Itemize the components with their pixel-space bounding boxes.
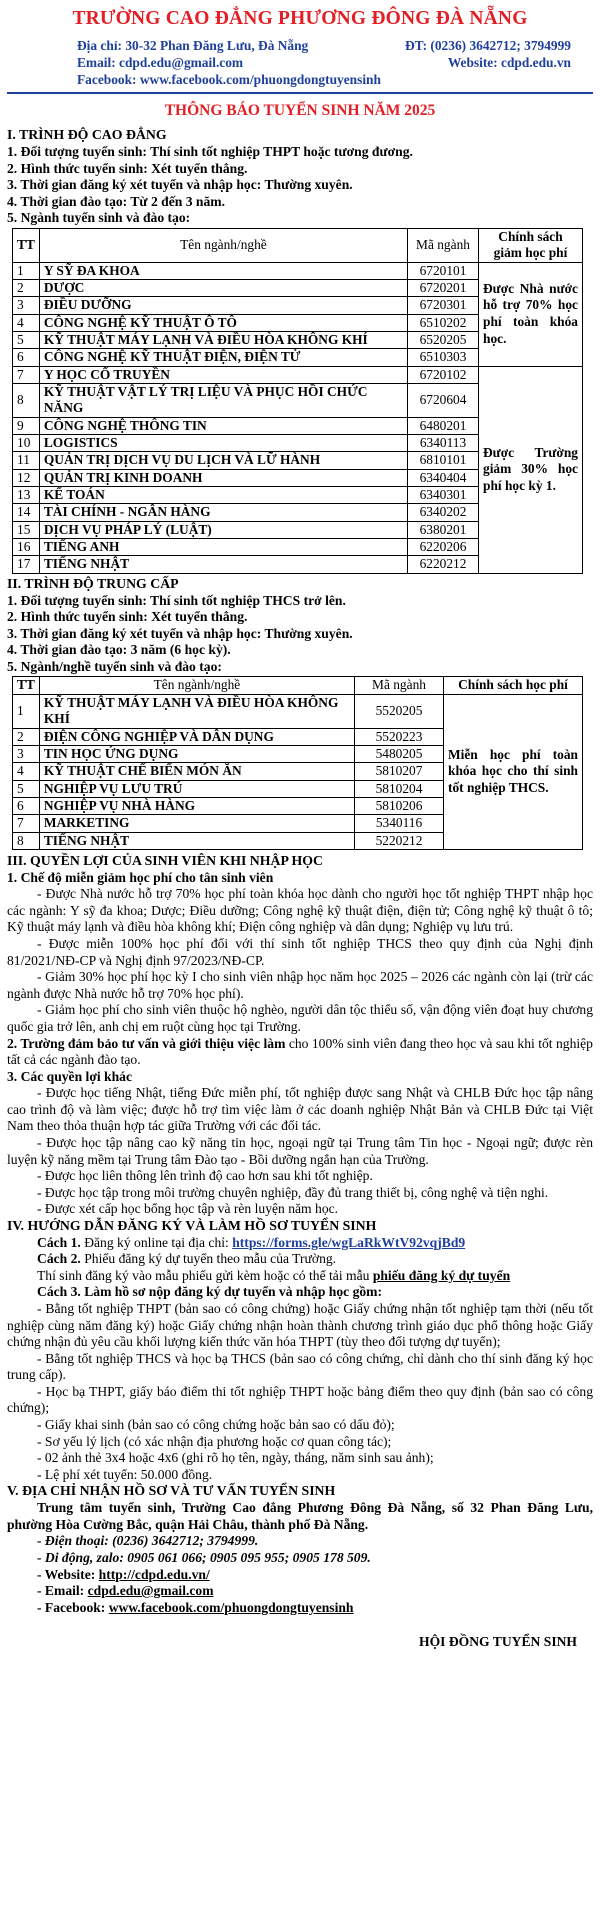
phone: ĐT: (0236) 3642712; 3794999 <box>404 37 571 53</box>
program-code: 5810204 <box>355 780 444 797</box>
address: Địa chỉ: 30-32 Phan Đăng Lưu, Đà Nẵng <box>77 37 309 53</box>
row-number: 2 <box>13 728 40 745</box>
program-code: 6720301 <box>408 297 479 314</box>
row-number: 1 <box>13 262 40 279</box>
benefit-paragraph: - Được xét cấp học bổng học tập và rèn luyện năm học. <box>37 1201 339 1217</box>
section-4-heading: IV. HƯỚNG DẪN ĐĂNG KÝ VÀ LÀM HỒ SƠ TUYỂN SINH <box>7 1217 377 1233</box>
program-code: 6220206 <box>408 539 479 556</box>
section-3-sub2 <box>7 1036 593 1069</box>
document-item: - 02 ảnh thẻ 3x4 hoặc 4x6 (ghi rõ họ tên, ngày, tháng, năm sinh sau ảnh); <box>37 1450 434 1466</box>
benefit-paragraph: - Được học tập trong môi trường chuyên nghiệp, đầy đủ trang thiết bị, công nghệ và tiện nghi. <box>37 1184 549 1200</box>
program-name: NGHIỆP VỤ LƯU TRÚ <box>39 780 354 797</box>
header-divider <box>7 92 593 94</box>
intermediate-programs-table <box>12 676 583 849</box>
row-number: 17 <box>13 556 40 573</box>
method-1: Cách 1. Đăng ký online tại địa chỉ: https://forms.gle/wgLaRkWtV92vqjBd9 <box>37 1234 466 1250</box>
benefit-paragraph: - Được học liên thông lên trình độ cao hơn sau khi tốt nghiệp. <box>37 1168 373 1184</box>
program-name: MARKETING <box>39 815 354 832</box>
benefit-paragraph: - Được học tập nâng cao kỹ năng tin học, ngoại ngữ tại Trung tâm Tin học - Ngoại ngữ; được rèn luyện kỹ năng mềm tại Trung tâm Đào tạo - Bồi dưỡng ngắn hạn của Trường. <box>7 1134 593 1167</box>
col-name: Tên ngành/nghề <box>39 677 354 694</box>
signature: HỘI ĐỒNG TUYỂN SINH <box>419 1634 577 1650</box>
section-1-item: 5. Ngành tuyển sinh và đào tạo: <box>7 210 191 226</box>
program-name: TIẾNG ANH <box>39 539 407 556</box>
email: Email: cdpd.edu@gmail.com <box>77 54 244 70</box>
section-2-item: 4. Thời gian đào tạo: 3 năm (6 học kỳ). <box>7 642 231 658</box>
program-code: 5220212 <box>355 832 444 849</box>
program-name: KỸ THUẬT CHẾ BIẾN MÓN ĂN <box>39 763 354 780</box>
policy-school-discount: Được Trường giảm 30% học phí học kỳ 1. <box>479 366 583 573</box>
registration-form-link[interactable]: https://forms.gle/wgLaRkWtV92vqjBd9 <box>232 1234 466 1250</box>
table-row <box>13 262 583 279</box>
row-number: 13 <box>13 487 40 504</box>
program-code: 5340116 <box>355 815 444 832</box>
program-code: 6340301 <box>408 487 479 504</box>
row-number: 14 <box>13 504 40 521</box>
program-name: CÔNG NGHỆ THÔNG TIN <box>39 417 407 434</box>
row-number: 7 <box>13 815 40 832</box>
program-code: 5520205 <box>355 694 444 728</box>
program-name: CÔNG NGHỆ KỸ THUẬT ĐIỆN, ĐIỆN TỬ <box>39 349 407 366</box>
program-name: TÀI CHÍNH - NGÂN HÀNG <box>39 504 407 521</box>
office-website: - Website: http://cdpd.edu.vn/ <box>37 1566 210 1582</box>
section-2-item: 2. Hình thức tuyển sinh: Xét tuyển thẳng. <box>7 609 248 625</box>
benefit-paragraph: - Giảm học phí cho sinh viên thuộc hộ nghèo, người dân tộc thiểu số, vận động viên đoạt huy chương quốc gia trở lên, anh chị em ruột cùng học tại Trường. <box>7 1002 593 1034</box>
program-code: 6720102 <box>408 366 479 383</box>
program-code: 6380201 <box>408 521 479 538</box>
section-1-item: 1. Đối tượng tuyển sinh: Thí sinh tốt nghiệp THPT hoặc tương đương. <box>7 143 413 159</box>
program-name: CÔNG NGHỆ KỸ THUẬT Ô TÔ <box>39 314 407 331</box>
method-3: Cách 3. Làm hồ sơ nộp đăng ký dự tuyển và nhập học gồm: <box>37 1284 383 1300</box>
program-name: TIẾNG NHẬT <box>39 832 354 849</box>
program-name: QUẢN TRỊ DỊCH VỤ DU LỊCH VÀ LỮ HÀNH <box>39 452 407 469</box>
program-name: KẾ TOÁN <box>39 487 407 504</box>
program-code: 6510202 <box>408 314 479 331</box>
benefit-paragraph: - Giảm 30% học phí học kỳ I cho sinh viên nhập học năm học 2025 – 2026 các ngành còn lại (trừ các ngành được Nhà nước hỗ trợ 70% học phí). <box>7 969 593 1001</box>
row-number: 4 <box>13 763 40 780</box>
table-header-row <box>13 228 583 262</box>
benefit-paragraph: - Được miễn 100% học phí đối với thí sinh tốt nghiệp THCS theo quy định của Nghị định 81/2021/NĐ-CP và Nghị định 97/2023/NĐ-CP. <box>7 936 593 968</box>
program-name: TIẾNG NHẬT <box>39 556 407 573</box>
program-code: 6340404 <box>408 469 479 486</box>
row-number: 7 <box>13 366 40 383</box>
section-1-item: 4. Thời gian đào tạo: Từ 2 đến 3 năm. <box>7 193 226 209</box>
section-2-heading: II. TRÌNH ĐỘ TRUNG CẤP <box>7 575 179 591</box>
col-policy: Chính sách giảm học phí <box>479 228 583 262</box>
document-item: - Bằng tốt nghiệp THCS và học bạ THCS (bản sao có công chứng, chỉ dành cho thí sinh đăng ký học trung cấp). <box>7 1350 593 1383</box>
table-row <box>13 366 583 383</box>
section-2-item: 1. Đối tượng tuyển sinh: Thí sinh tốt nghiệp THCS trở lên. <box>7 592 346 608</box>
program-name: DỊCH VỤ PHÁP LÝ (LUẬT) <box>39 521 407 538</box>
table-header-row <box>13 677 583 694</box>
table-row <box>13 694 583 728</box>
col-tt: TT <box>13 677 40 694</box>
section-1-heading: I. TRÌNH ĐỘ CAO ĐẲNG <box>7 127 167 143</box>
method-2-note: Thí sinh đăng ký vào mẫu phiếu gửi kèm hoặc có thể tải mẫu phiếu đăng ký dự tuyển <box>37 1267 511 1283</box>
program-code: 5520223 <box>355 728 444 745</box>
section-2-item: 5. Ngành/nghề tuyển sinh và đào tạo: <box>7 658 222 674</box>
row-number: 12 <box>13 469 40 486</box>
row-number: 6 <box>13 797 40 814</box>
document-item: - Lệ phí xét tuyển: 50.000 đồng. <box>37 1466 213 1482</box>
program-name: Y HỌC CỔ TRUYỀN <box>39 366 407 383</box>
program-name: QUẢN TRỊ KINH DOANH <box>39 469 407 486</box>
section-3-heading: III. QUYỀN LỢI CỦA SINH VIÊN KHI NHẬP HỌC <box>7 852 323 868</box>
notice-title: THÔNG BÁO TUYỂN SINH NĂM 2025 <box>164 102 436 120</box>
row-number: 4 <box>13 314 40 331</box>
program-code: 6520205 <box>408 331 479 348</box>
section-5-heading: V. ĐỊA CHỈ NHẬN HỒ SƠ VÀ TƯ VẤN TUYỂN SINH <box>7 1483 336 1499</box>
program-name: KỸ THUẬT MÁY LẠNH VÀ ĐIỀU HÒA KHÔNG KHÍ <box>39 694 354 728</box>
program-name: NGHIỆP VỤ NHÀ HÀNG <box>39 797 354 814</box>
sub2-bold: 2. Trường đảm bảo tư vấn và giới thiệu việc làm <box>7 1035 286 1051</box>
program-name: DƯỢC <box>39 279 407 296</box>
row-number: 9 <box>13 417 40 434</box>
website: Website: cdpd.edu.vn <box>447 54 571 70</box>
program-name: ĐIỆN CÔNG NGHIỆP VÀ DÂN DỤNG <box>39 728 354 745</box>
program-code: 6810101 <box>408 452 479 469</box>
program-code: 6220212 <box>408 556 479 573</box>
program-code: 6480201 <box>408 417 479 434</box>
program-code: 5810206 <box>355 797 444 814</box>
facebook-link[interactable]: www.facebook.com/phuongdongtuyensinh <box>108 1599 354 1615</box>
col-policy: Chính sách học phí <box>444 677 583 694</box>
col-code: Mã ngành <box>355 677 444 694</box>
office-phone: - Điện thoại: (0236) 3642712; 3794999. <box>37 1533 259 1549</box>
office-email: - Email: cdpd.edu@gmail.com <box>37 1583 214 1599</box>
program-name: KỸ THUẬT VẬT LÝ TRỊ LIỆU VÀ PHỤC HỒI CHỨC NĂNG <box>39 383 407 417</box>
section-3-sub1: 1. Chế độ miễn giảm học phí cho tân sinh viên <box>7 869 274 885</box>
row-number: 11 <box>13 452 40 469</box>
section-1-item: 3. Thời gian đăng ký xét tuyển và nhập học: Thường xuyên. <box>7 177 353 193</box>
program-code: 6340202 <box>408 504 479 521</box>
program-name: KỸ THUẬT MÁY LẠNH VÀ ĐIỀU HÒA KHÔNG KHÍ <box>39 331 407 348</box>
benefit-paragraph: - Được học tiếng Nhật, tiếng Đức miễn phí, tốt nghiệp được sang Nhật và CHLB Đức học tập nâng cao trình độ và làm việc; được hỗ trợ tìm việc làm ở các doanh nghiệp Nhật Bản và CHLB Đức tại Việt Nam theo thỏa thuận hợp tác giữa Trường với các đối tác. <box>7 1085 593 1134</box>
program-name: TIN HỌC ỨNG DỤNG <box>39 745 354 762</box>
document-item: - Bằng tốt nghiệp THPT (bản sao có công chứng) hoặc Giấy chứng nhận tốt nghiệp tạm thời (nếu tốt nghiệp cùng năm đăng ký) hoặc Giấy chứng nhận hoàn thành chương trình giáo dục phổ thông hoặc Giấy chứng nhận đủ yêu cầu khối lượng kiến thức văn hóa THPT (tùy theo đối tượng dự tuyển); <box>7 1301 593 1350</box>
program-code: 6340113 <box>408 435 479 452</box>
document-item: - Giấy khai sinh (bản sao có công chứng hoặc bản sao có dấu đỏ); <box>37 1417 395 1433</box>
sub2-rest: cho 100% sinh viên đang theo học và sau khi tốt nghiệp tất cả các ngành đào tạo. <box>7 1035 593 1068</box>
document-item: - Học bạ THPT, giấy báo điểm thi tốt nghiệp THPT hoặc bảng điểm theo quy định (bản sao có công chứng); <box>7 1383 593 1416</box>
program-code: 5480205 <box>355 745 444 762</box>
program-name: LOGISTICS <box>39 435 407 452</box>
program-code: 6510303 <box>408 349 479 366</box>
program-name: ĐIỀU DƯỠNG <box>39 297 407 314</box>
email-link[interactable]: cdpd.edu@gmail.com <box>87 1583 214 1599</box>
facebook: Facebook: www.facebook.com/phuongdongtuyensinh <box>77 72 381 88</box>
office-mobile: - Di động, zalo: 0905 061 066; 0905 095 955; 0905 178 509. <box>37 1549 371 1565</box>
school-name: TRƯỜNG CAO ĐẲNG PHƯƠNG ĐÔNG ĐÀ NẴNG <box>72 8 528 29</box>
col-code: Mã ngành <box>408 228 479 262</box>
method-2: Cách 2. Phiếu đăng ký dự tuyển theo mẫu của Trường. <box>37 1251 337 1267</box>
program-code: 6720101 <box>408 262 479 279</box>
policy-state-support: Được Nhà nước hỗ trợ 70% học phí toàn khóa học. <box>479 262 583 366</box>
row-number: 5 <box>13 331 40 348</box>
row-number: 5 <box>13 780 40 797</box>
row-number: 3 <box>13 745 40 762</box>
program-code: 5810207 <box>355 763 444 780</box>
contact-block <box>77 37 571 88</box>
program-code: 6720604 <box>408 383 479 417</box>
col-name: Tên ngành/nghề <box>39 228 407 262</box>
college-programs-table <box>12 228 583 574</box>
row-number: 1 <box>13 694 40 728</box>
row-number: 3 <box>13 297 40 314</box>
row-number: 10 <box>13 435 40 452</box>
website-link[interactable]: http://cdpd.edu.vn/ <box>98 1566 210 1582</box>
program-name: Y SỸ ĐA KHOA <box>39 262 407 279</box>
application-form-link[interactable]: phiếu đăng ký dự tuyển <box>372 1267 511 1283</box>
policy-tuition-free: Miễn học phí toàn khóa học cho thí sinh tốt nghiệp THCS. <box>444 694 583 849</box>
row-number: 6 <box>13 349 40 366</box>
row-number: 8 <box>13 832 40 849</box>
office-address: Trung tâm tuyển sinh, Trường Cao đẳng Phương Đông Đà Nẵng, số 32 Phan Đăng Lưu, phường Hòa Cường Bắc, quận Hải Châu, thành phố Đà Nẵng. <box>7 1500 593 1532</box>
row-number: 16 <box>13 539 40 556</box>
benefit-paragraph: - Được Nhà nước hỗ trợ 70% học phí toàn khóa học dành cho người học tốt nghiệp THPT nhập học các ngành: Y sỹ đa khoa; Dược; Điều dưỡng; Công nghệ kỹ thuật điện, điện tử; Công nghệ kỹ thuật ô tô; Kỹ thuật máy lạnh và điều hòa không khí; Điện công nghiệp và dân dụng; Nghiệp vụ lưu trú. <box>7 886 593 935</box>
row-number: 2 <box>13 279 40 296</box>
section-2-item: 3. Thời gian đăng ký xét tuyển và nhập học: Thường xuyên. <box>7 625 353 641</box>
program-code: 6720201 <box>408 279 479 296</box>
office-facebook: - Facebook: www.facebook.com/phuongdongtuyensinh <box>37 1599 354 1615</box>
row-number: 8 <box>13 383 40 417</box>
row-number: 15 <box>13 521 40 538</box>
section-3-sub3: 3. Các quyền lợi khác <box>7 1068 132 1084</box>
section-1-item: 2. Hình thức tuyển sinh: Xét tuyển thẳng. <box>7 160 248 176</box>
document-item: - Sơ yếu lý lịch (có xác nhận địa phương hoặc cơ quan công tác); <box>37 1433 392 1449</box>
col-tt: TT <box>13 228 40 262</box>
